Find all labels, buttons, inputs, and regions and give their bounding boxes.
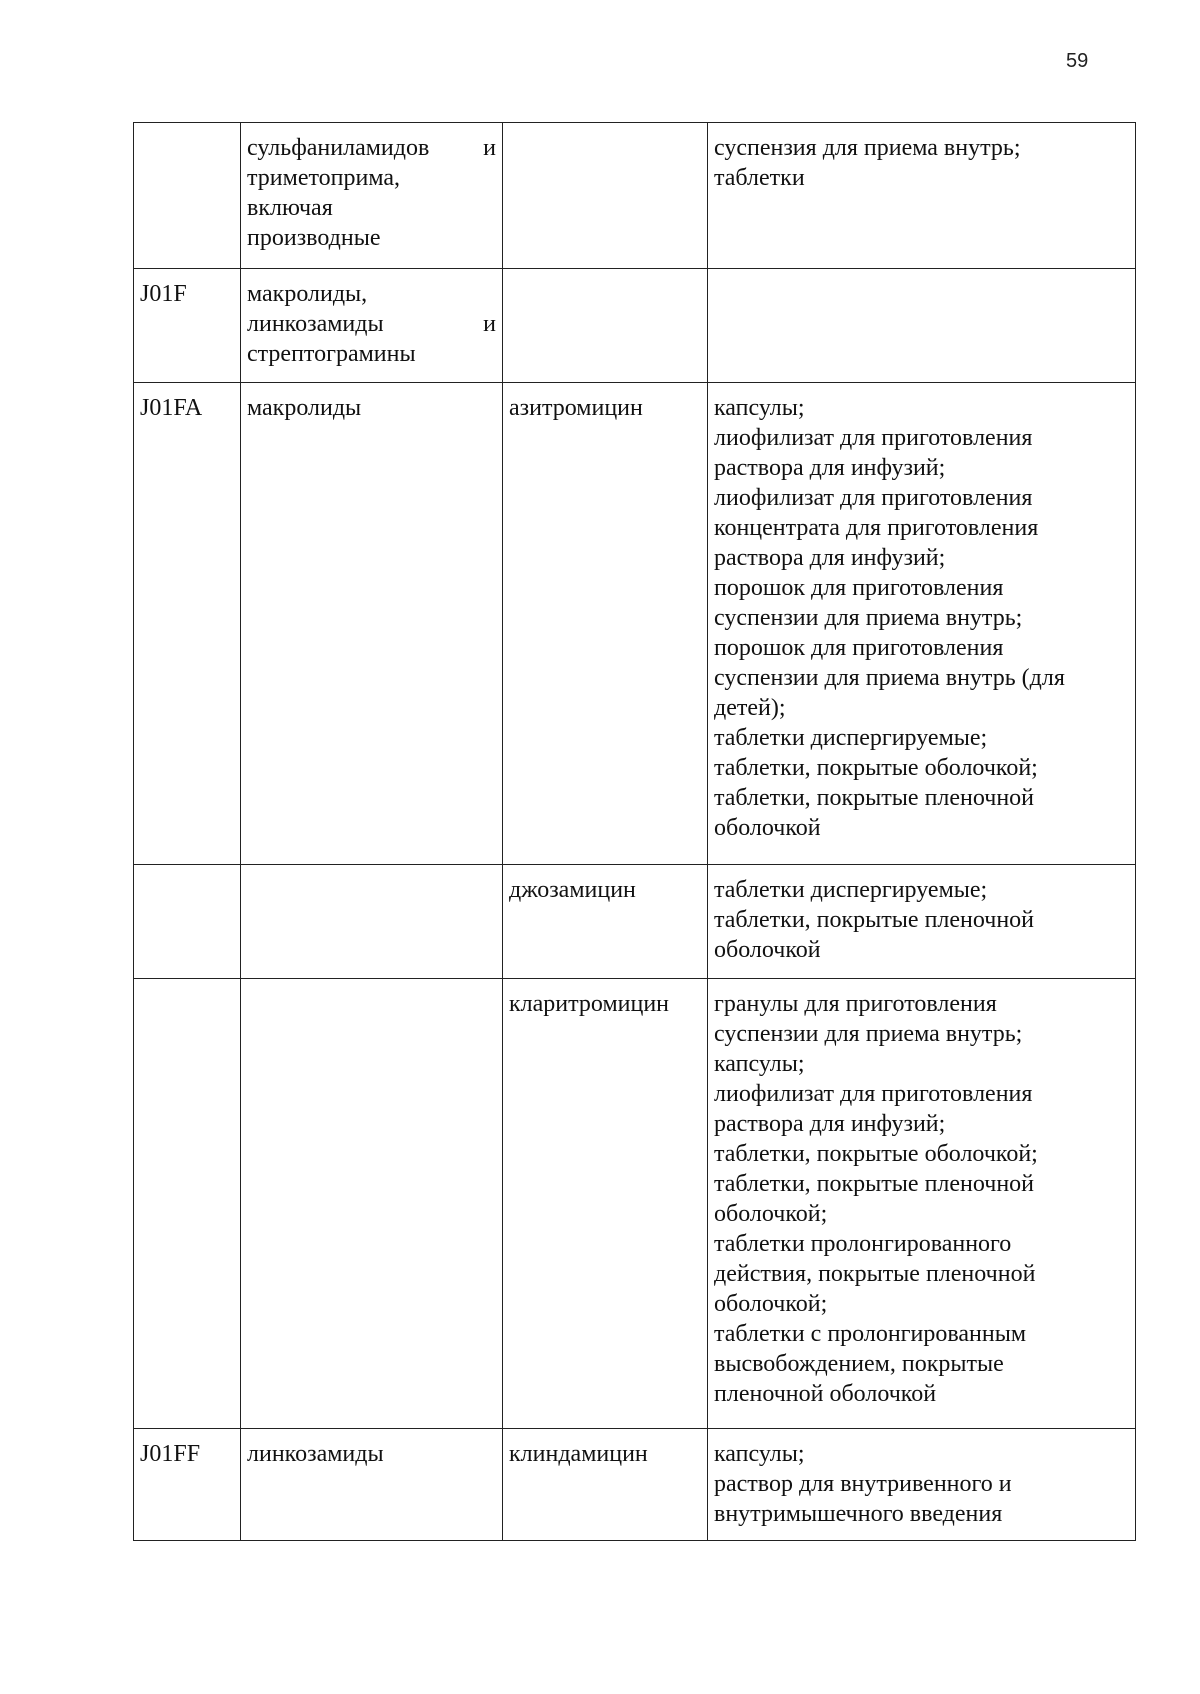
group-cell	[241, 1429, 503, 1541]
dosage-form-line: таблетки	[714, 165, 805, 191]
group-line: линкозамиды	[247, 1441, 384, 1467]
group-line: производные	[247, 225, 381, 251]
atc-code-cell: J01FF	[134, 1429, 241, 1541]
group-line: сульфаниламидов и	[247, 135, 496, 161]
group-line: макролиды,	[247, 281, 368, 307]
drug-name-cell: клиндамицин	[503, 1429, 708, 1541]
dosage-form-line: оболочкой	[714, 815, 821, 841]
table-row	[134, 865, 1136, 979]
dosage-form-cell	[708, 123, 1136, 269]
group-cell	[241, 123, 503, 269]
table-row	[134, 383, 1136, 865]
group-cell	[241, 865, 503, 979]
dosage-form-line: суспензии для приема внутрь;	[714, 605, 1023, 631]
dosage-form-line: суспензии для приема внутрь;	[714, 1021, 1023, 1047]
dosage-form-line: оболочкой;	[714, 1291, 828, 1317]
dosage-form-line: раствора для инфузий;	[714, 1111, 946, 1137]
group-cell	[241, 979, 503, 1429]
dosage-form-line: капсулы;	[714, 1051, 805, 1077]
table-row	[134, 1429, 1136, 1541]
table-row	[134, 979, 1136, 1429]
dosage-form-line: таблетки, покрытые пленочной	[714, 785, 1035, 811]
dosage-form-cell	[708, 979, 1136, 1429]
dosage-form-line: раствора для инфузий;	[714, 455, 946, 481]
drug-name-cell: кларитромицин	[503, 979, 708, 1429]
dosage-form-line: таблетки диспергируемые;	[714, 725, 988, 751]
group-cell	[241, 269, 503, 383]
dosage-form-line: раствор для внутривенного и	[714, 1471, 1012, 1497]
dosage-form-line: лиофилизат для приготовления	[714, 1081, 1033, 1107]
table-body	[134, 123, 1136, 1541]
dosage-form-line: лиофилизат для приготовления	[714, 425, 1033, 451]
drug-name-cell	[503, 269, 708, 383]
drug-name-cell: джозамицин	[503, 865, 708, 979]
dosage-form-line: капсулы;	[714, 395, 805, 421]
page-number: 59	[1066, 50, 1089, 72]
dosage-form-cell	[708, 383, 1136, 865]
atc-code-cell	[134, 865, 241, 979]
dosage-form-line: лиофилизат для приготовления	[714, 485, 1033, 511]
dosage-form-line: таблетки пролонгированного	[714, 1231, 1012, 1257]
dosage-form-line: таблетки, покрытые пленочной	[714, 907, 1035, 933]
table-row	[134, 269, 1136, 383]
dosage-form-line: таблетки с пролонгированным	[714, 1321, 1027, 1347]
group-line: линкозамиды и	[247, 311, 496, 337]
dosage-form-line: высвобождением, покрытые	[714, 1351, 1004, 1377]
dosage-form-line: суспензия для приема внутрь;	[714, 135, 1021, 161]
dosage-form-line: оболочкой;	[714, 1201, 828, 1227]
dosage-form-line: капсулы;	[714, 1441, 805, 1467]
group-line: включая	[247, 195, 333, 221]
dosage-form-cell	[708, 1429, 1136, 1541]
group-line: стрептограмины	[247, 341, 416, 367]
dosage-form-line: пленочной оболочкой	[714, 1381, 937, 1407]
dosage-form-line: оболочкой	[714, 937, 821, 963]
drug-name-cell	[503, 123, 708, 269]
group-line: триметоприма,	[247, 165, 400, 191]
dosage-form-line: порошок для приготовления	[714, 635, 1004, 661]
dosage-form-line: детей);	[714, 695, 786, 721]
dosage-form-line: внутримышечного введения	[714, 1501, 1003, 1527]
atc-code-cell	[134, 979, 241, 1429]
dosage-form-line: таблетки, покрытые оболочкой;	[714, 755, 1038, 781]
dosage-form-line: таблетки диспергируемые;	[714, 877, 988, 903]
dosage-form-line: концентрата для приготовления	[714, 515, 1039, 541]
dosage-form-line: таблетки, покрытые пленочной	[714, 1171, 1035, 1197]
dosage-form-line: суспензии для приема внутрь (для	[714, 665, 1065, 691]
group-line: макролиды	[247, 395, 362, 421]
dosage-form-line: порошок для приготовления	[714, 575, 1004, 601]
atc-code-cell: J01FA	[134, 383, 241, 865]
atc-code-cell: J01F	[134, 269, 241, 383]
dosage-form-line: действия, покрытые пленочной	[714, 1261, 1036, 1287]
dosage-form-line: гранулы для приготовления	[714, 991, 997, 1017]
drug-name-cell: азитромицин	[503, 383, 708, 865]
dosage-form-line: таблетки, покрытые оболочкой;	[714, 1141, 1038, 1167]
dosage-form-line: раствора для инфузий;	[714, 545, 946, 571]
drug-table	[133, 122, 1136, 1541]
dosage-form-cell	[708, 865, 1136, 979]
atc-code-cell	[134, 123, 241, 269]
dosage-form-cell	[708, 269, 1136, 383]
group-cell	[241, 383, 503, 865]
table-row	[134, 123, 1136, 269]
